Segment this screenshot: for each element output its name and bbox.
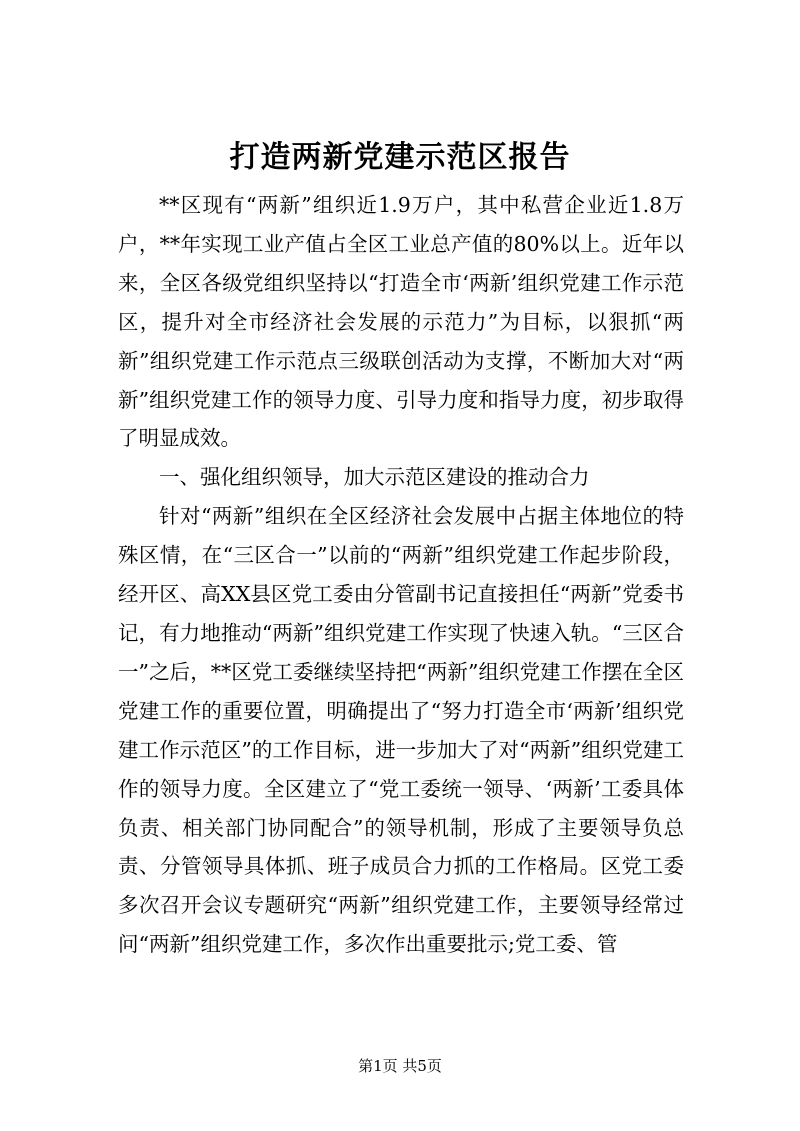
section-heading: 一、强化组织领导，加大示范区建设的推动合力 <box>159 465 590 490</box>
paragraph-section-one: 针对“两新”组织在全区经济社会发展中占据主体地位的特殊区情，在“三区合一”以前的“两新”组织党建工作起步阶段，经开区、高XX县区党工委由分管副书记直接担任“两新”党委书记，有力地推动“两新”组织党建工作实现了快速入轨。“三区合一”之后，**区党工委继续坚持把“两新”组织党建工作摆在全区党建工作的重要位置，明确提出了“努力打造全市‘两新’组织党建工作示范区”的工作目标，进一步加大了对“两新”组织党建工作的领导力度。全区建立了“党工委统一领导、‘两新’工委具体负责、相关部门协同配合”的领导机制，形成了主要领导负总责、分管领导具体抓、班子成员合力抓的工作格局。区党工委多次召开会议专题研究“两新”组织党建工作，主要领导经常过问“两新”组织党建工作，多次作出重要批示;党工委、管 <box>118 504 684 957</box>
document-body <box>118 186 684 964</box>
page-footer: 第1页 共5页 <box>358 1057 442 1075</box>
document-title: 打造两新党建示范区报告 <box>229 140 571 175</box>
paragraph-intro: **区现有“两新”组织近1.9万户，其中私营企业近1.8万户，**年实现工业产值占全区工业总产值的80%以上。近年以来，全区各级党组织坚持以“打造全市‘两新’组织党建工作示范区，提升对全市经济社会发展的示范力”为目标，以狠抓“两新”组织党建工作示范点三级联创活动为支撑，不断加大对“两新”组织党建工作的领导力度、引导力度和指导力度，初步取得了明显成效。 <box>118 193 684 451</box>
